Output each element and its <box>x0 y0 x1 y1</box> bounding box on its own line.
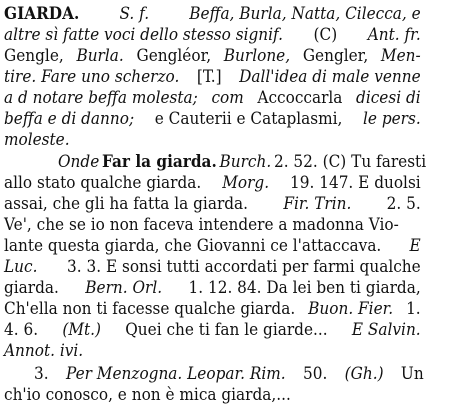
entry-text-segment: 3. 3. E sonsi tutti accordati per farmi qualche <box>67 257 421 277</box>
entry-line <box>4 193 421 215</box>
entry-text-segment: le pers. <box>363 109 421 129</box>
entry-text-segment: moleste. <box>4 130 70 150</box>
entry-line <box>4 129 421 151</box>
entry-line <box>34 363 424 385</box>
entry-text-segment: Fir. Trin. <box>283 194 352 214</box>
entry-text-segment: tire. Fare uno scherzo. <box>4 67 180 87</box>
entry-text-segment: Ch'ella non ti facesse qualche giarda. <box>4 299 296 319</box>
entry-text-segment: Buon. Fier. <box>308 299 394 319</box>
entry-text-segment: e Cauterii e Cataplasmi, <box>154 109 343 129</box>
entry-text-segment: giarda. <box>4 278 59 298</box>
entry-line <box>4 214 421 236</box>
entry-text-segment: 2. 52. (C) Tu faresti <box>273 152 427 172</box>
entry-text-segment: dicesi di <box>356 88 421 108</box>
entry-text-segment: Accoccarla <box>257 88 343 108</box>
entry-text-segment: Ant. fr. <box>367 25 421 45</box>
entry-line <box>4 256 421 278</box>
entry-text-segment: Onde <box>58 152 100 172</box>
entry-text-segment: Burla. <box>76 46 124 66</box>
entry-line <box>4 277 421 299</box>
entry-text-segment: [T.] <box>196 67 222 87</box>
entry-text-segment: E <box>409 236 421 256</box>
entry-text-segment: Per Menzogna. Leopar. Rim. <box>65 364 286 384</box>
entry-text-segment: Morg. <box>222 173 270 193</box>
entry-text-segment: Men- <box>380 46 421 66</box>
entry-text-segment: Burlone, <box>223 46 291 66</box>
entry-text-segment: 3. <box>34 364 49 384</box>
entry-text-segment: assai, che gli ha fatta la giarda. <box>4 194 249 214</box>
entry-text-segment: Gengle, <box>4 46 64 66</box>
entry-text-segment: Burch. <box>219 152 272 172</box>
entry-line <box>4 24 421 46</box>
entry-text-segment: Far la giarda. <box>101 152 217 172</box>
entry-text-segment: Un <box>400 364 424 384</box>
entry-text-segment: Gengler, <box>302 46 369 66</box>
entry-line <box>4 384 421 406</box>
entry-text-segment: 1. <box>406 299 421 319</box>
entry-line <box>4 298 421 320</box>
entry-text-segment: Gengléor, <box>136 46 212 66</box>
entry-text-segment: a d notare beffa molesta; <box>4 88 198 108</box>
entry-text-segment: lante questa giarda, che Giovanni ce l'attaccava. <box>4 236 382 256</box>
entry-text-segment: Dall'idea di male venne <box>239 67 421 87</box>
entry-text-segment: Quei che ti fan le giarde... <box>125 320 328 340</box>
entry-text-segment: beffa e di danno; <box>4 109 135 129</box>
entry-text-segment: 1. 12. 84. Da lei ben ti giarda, <box>188 278 421 298</box>
entry-text-segment: 50. <box>302 364 328 384</box>
entry-text-segment: Ve', che se io non faceva intendere a madonna Vio- <box>4 215 399 235</box>
entry-text-segment: 2. 5. <box>386 194 421 214</box>
entry-line <box>58 151 426 173</box>
entry-line <box>4 87 421 109</box>
entry-text-segment: Beffa, Burla, Natta, Cilecca, e <box>189 4 421 24</box>
entry-text-segment: Luc. <box>4 257 38 277</box>
entry-line <box>4 319 421 341</box>
entry-text-segment: altre sì fatte voci dello stesso signif. <box>4 25 283 45</box>
entry-text-segment: S. f. <box>119 4 150 24</box>
entry-text-segment: Annot. ivi. <box>4 341 84 361</box>
entry-line <box>4 172 421 194</box>
entry-line <box>4 340 421 362</box>
entry-text-segment: E Salvin. <box>351 320 421 340</box>
entry-text-segment: 19. 147. E duolsi <box>290 173 421 193</box>
entry-line <box>4 235 421 257</box>
entry-text-segment: 4. 6. <box>4 320 39 340</box>
entry-text-segment: (Mt.) <box>62 320 101 340</box>
entry-text-segment: ch'io conosco, e non è mica giarda,... <box>4 385 291 405</box>
entry-text-segment: (C) <box>313 25 338 45</box>
entry-line <box>4 66 421 88</box>
entry-text-segment: com <box>211 88 244 108</box>
entry-line <box>4 108 421 130</box>
entry-text-segment: (Gh.) <box>344 364 384 384</box>
entry-text-segment: allo stato qualche giarda. <box>4 173 202 193</box>
entry-text-segment: Bern. Orl. <box>85 278 163 298</box>
entry-line <box>4 3 421 25</box>
entry-line <box>4 45 421 67</box>
entry-text-segment: GIARDA. <box>4 4 80 24</box>
